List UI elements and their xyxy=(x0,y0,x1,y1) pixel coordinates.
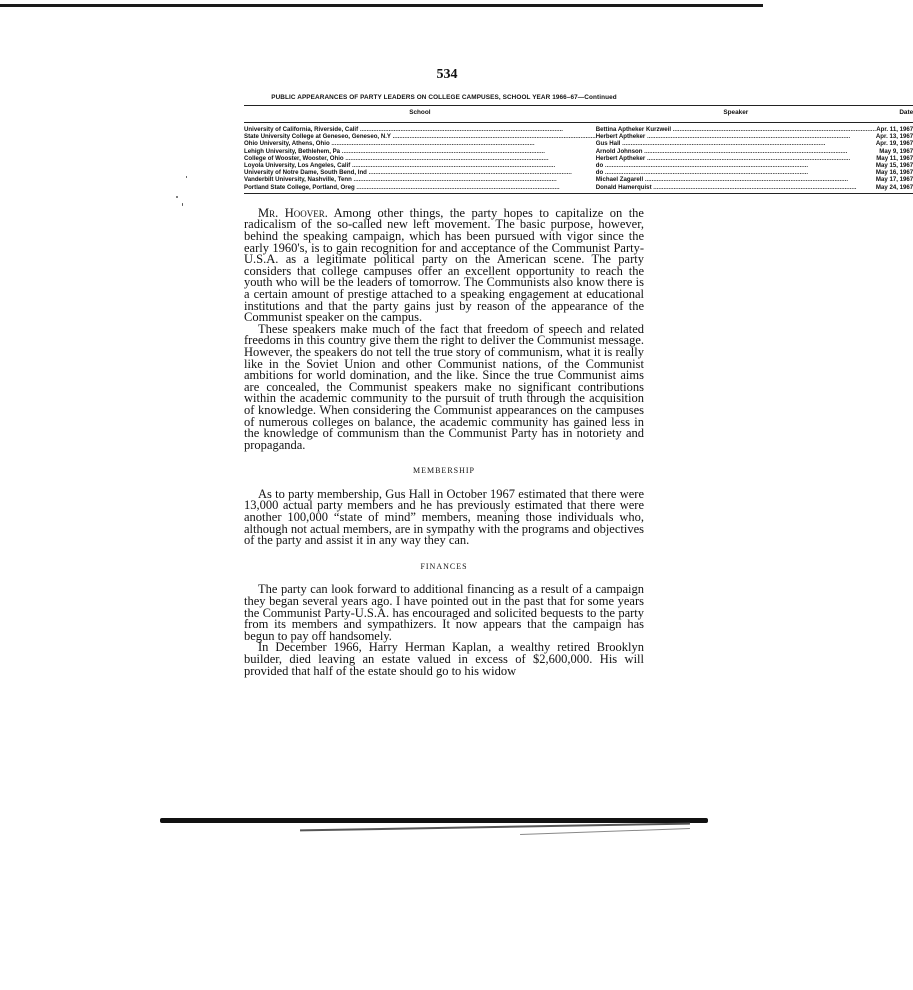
cell-school-text: Portland State College, Portland, Oreg xyxy=(244,183,355,191)
leader-dots: ........................................................................................................................ xyxy=(603,169,809,177)
cell-school xyxy=(244,184,596,194)
document-page xyxy=(244,64,913,678)
cell-school-text: University of Notre Dame, South Bend, Ind xyxy=(244,169,367,177)
header-date: Date xyxy=(876,106,913,123)
leader-dots: ........................................................................................................................ xyxy=(358,126,563,133)
leader-dots: ........................................................................................................................ xyxy=(350,162,556,170)
leader-dots: ........................................................................................................................ xyxy=(354,183,560,191)
leader-dots: ........................................................................................................................ xyxy=(366,169,572,177)
scan-bottom-edge xyxy=(160,818,708,823)
cell-speaker xyxy=(596,169,876,176)
scan-speck xyxy=(186,176,187,178)
paragraph-text: These speakers make much of the fact that freedom of speech and related freedoms in this country give them the right to deliver the Communist message. However, the speakers do not tell the true story of communism, what it is really like in the Soviet Union and other Communist nations, of the Communist ambitions for world domination, and the like. Since the true Communist aims are concealed, the Communist speakers make no significant contributions within the academic community to the pursuit of truth through the acquisition of knowledge. When considering the Communist appearances on the campuses of numerous colleges on balance, the academic community has gained less in the knowledge of communism than the Communist Party has in notoriety and propaganda. xyxy=(244,321,644,452)
scan-top-edge xyxy=(0,4,763,7)
section-heading-finances: FINANCES xyxy=(420,561,468,571)
table-body xyxy=(244,123,913,194)
cell-speaker-text: Donald Hamerquist xyxy=(595,183,652,191)
cell-speaker-text: Gus Hall xyxy=(595,140,621,148)
cell-school-text: State University College at Geneseo, Geneseo, N.Y xyxy=(244,133,391,141)
cell-speaker xyxy=(596,133,876,140)
cell-speaker-text: Arnold Johnson xyxy=(595,147,643,155)
paragraph-text: As to party membership, Gus Hall in October 1967 estimated that there were 13,000 actual party members and he has previously estimated that there were another 100,000 “state of mind” members, meaning those individuals who, although not actual members, are in sympathy with the programs and objectives of the party and assist it in any way they can. xyxy=(244,486,644,548)
cell-date-text: Apr. 13, 1967 xyxy=(875,133,913,141)
cell-speaker xyxy=(596,155,876,162)
scan-bottom-edge xyxy=(520,828,690,835)
table-row xyxy=(244,140,913,147)
cell-speaker-text: Michael Zagarell xyxy=(595,176,644,184)
cell-speaker xyxy=(596,123,876,134)
cell-school-text: Ohio University, Athens, Ohio xyxy=(244,140,330,148)
leader-dots: ........................................................................................................................ xyxy=(620,140,826,148)
page-number: 534 xyxy=(436,67,458,82)
cell-school xyxy=(244,155,596,162)
scan-speck xyxy=(182,203,183,206)
cell-school xyxy=(244,123,596,134)
cell-speaker-text: Herbert Aptheker xyxy=(595,154,646,162)
table-caption: PUBLIC APPEARANCES OF PARTY LEADERS ON COLLEGE CAMPUSES, SCHOOL YEAR 1966–67—Continued xyxy=(271,94,617,101)
cell-date xyxy=(876,140,913,147)
cell-date xyxy=(876,155,913,162)
cell-school xyxy=(244,133,596,140)
leader-dots: ........................................................................................................................ xyxy=(390,133,596,141)
cell-speaker xyxy=(596,184,876,194)
paragraph-text: In December 1966, Harry Herman Kaplan, a wealthy retired Brooklyn builder, died leaving an estate valued in excess of $2,600,000. His will provided that half of the estate should go to his widow xyxy=(244,640,644,678)
header-speaker: Speaker xyxy=(596,106,876,123)
cell-school-text: Loyola University, Los Angeles, Calif xyxy=(244,162,351,170)
leader-dots: ........................................................................................................................ xyxy=(351,176,557,184)
leader-dots: ........................................................................................................................ xyxy=(643,176,849,184)
speaker-name: Mr. Hoover. xyxy=(258,205,328,220)
cell-date-text: May 24, 1967 xyxy=(875,183,913,191)
leader-dots: ........................................................................................................................ xyxy=(340,147,545,155)
scan-speck xyxy=(176,196,178,198)
leader-dots: ........................................................................................................................ xyxy=(651,183,857,191)
cell-date xyxy=(876,133,913,140)
table-row xyxy=(244,184,913,194)
leader-dots: ........................................................................................................................ xyxy=(343,154,549,162)
leader-dots: ........................................................................................................................ xyxy=(642,147,848,155)
cell-speaker-text: do xyxy=(595,169,604,177)
cell-date-text: May 11, 1967 xyxy=(876,154,913,162)
table-header-row xyxy=(244,106,913,123)
body-text xyxy=(244,205,644,678)
cell-school xyxy=(244,162,596,169)
leader-dots: ........................................................................................................................ xyxy=(329,140,535,148)
leader-dots: ........................................................................................................................ xyxy=(671,126,876,133)
paragraph xyxy=(244,584,644,642)
paragraph-text: The party can look forward to additional financing as a result of a campaign they began several years ago. I have pointed out in the past that for some years the Communist Party-U.S.A. has encouraged and solicited bequests to the party from its members and sympathizers. It now appears that the campaign has begun to pay off handsomely. xyxy=(244,582,644,643)
cell-school xyxy=(244,140,596,147)
cell-date xyxy=(876,184,913,194)
cell-date-text: May 16, 1967 xyxy=(875,169,913,177)
paragraph xyxy=(244,205,644,325)
paragraph xyxy=(244,321,644,452)
cell-date-text: May 9, 1967 xyxy=(879,147,913,155)
cell-date xyxy=(876,148,913,155)
header-school: School xyxy=(244,106,596,123)
table-row xyxy=(244,148,913,155)
cell-school-text: University of California, Riverside, Calif xyxy=(244,126,359,133)
cell-date-text: Apr. 19, 1967 xyxy=(875,140,913,148)
cell-date-text: May 17, 1967 xyxy=(875,176,913,184)
cell-date xyxy=(876,123,913,134)
cell-date xyxy=(876,162,913,169)
cell-speaker-text: do xyxy=(595,162,604,170)
table-row xyxy=(244,169,913,176)
table-row xyxy=(244,176,913,183)
cell-school-text: Vanderbilt University, Nashville, Tenn xyxy=(244,176,352,184)
table-row xyxy=(244,133,913,140)
paragraph xyxy=(244,486,644,548)
leader-dots: ........................................................................................................................ xyxy=(645,154,851,162)
appearances-table xyxy=(244,105,913,194)
cell-date xyxy=(876,169,913,176)
cell-speaker xyxy=(596,148,876,155)
paragraph xyxy=(244,642,644,677)
cell-school-text: College of Wooster, Wooster, Ohio xyxy=(244,154,344,162)
cell-date-text: May 15, 1967 xyxy=(875,162,913,170)
cell-school-text: Lehigh University, Bethlehem, Pa xyxy=(244,147,341,155)
table-row xyxy=(244,155,913,162)
cell-school xyxy=(244,169,596,176)
table-row xyxy=(244,123,913,134)
cell-date-text: Apr. 11, 1967 xyxy=(876,126,913,133)
cell-speaker xyxy=(596,140,876,147)
table-row xyxy=(244,162,913,169)
cell-school xyxy=(244,176,596,183)
section-heading-membership: MEMBERSHIP xyxy=(412,466,475,476)
cell-speaker-text: Herbert Aptheker xyxy=(595,133,646,141)
leader-dots: ........................................................................................................................ xyxy=(645,133,851,141)
cell-speaker-text: Bettina Aptheker Kurzweil xyxy=(595,126,672,133)
cell-speaker xyxy=(596,176,876,183)
cell-school xyxy=(244,148,596,155)
cell-date xyxy=(876,176,913,183)
leader-dots: ........................................................................................................................ xyxy=(603,162,809,170)
paragraph-text: Among other things, the party hopes to capitalize on the radicalism of the so-called new left movement. The basic purpose, however, behind the speaking campaign, which has been pursued with vigor since the early 1960's, is to gain recognition for and acceptance of the Communist Party-U.S.A. as a legitimate political party on the American scene. The party considers that college campuses offer an excellent opportunity to reach the youth who will be the leaders of tomorrow. The Communists also know there is a certain amount of prestige attached to a speaking engagement at educational institutions and that the party gains just by reason of the appearance of the Communist speaker on the campus. xyxy=(244,205,644,325)
cell-speaker xyxy=(596,162,876,169)
